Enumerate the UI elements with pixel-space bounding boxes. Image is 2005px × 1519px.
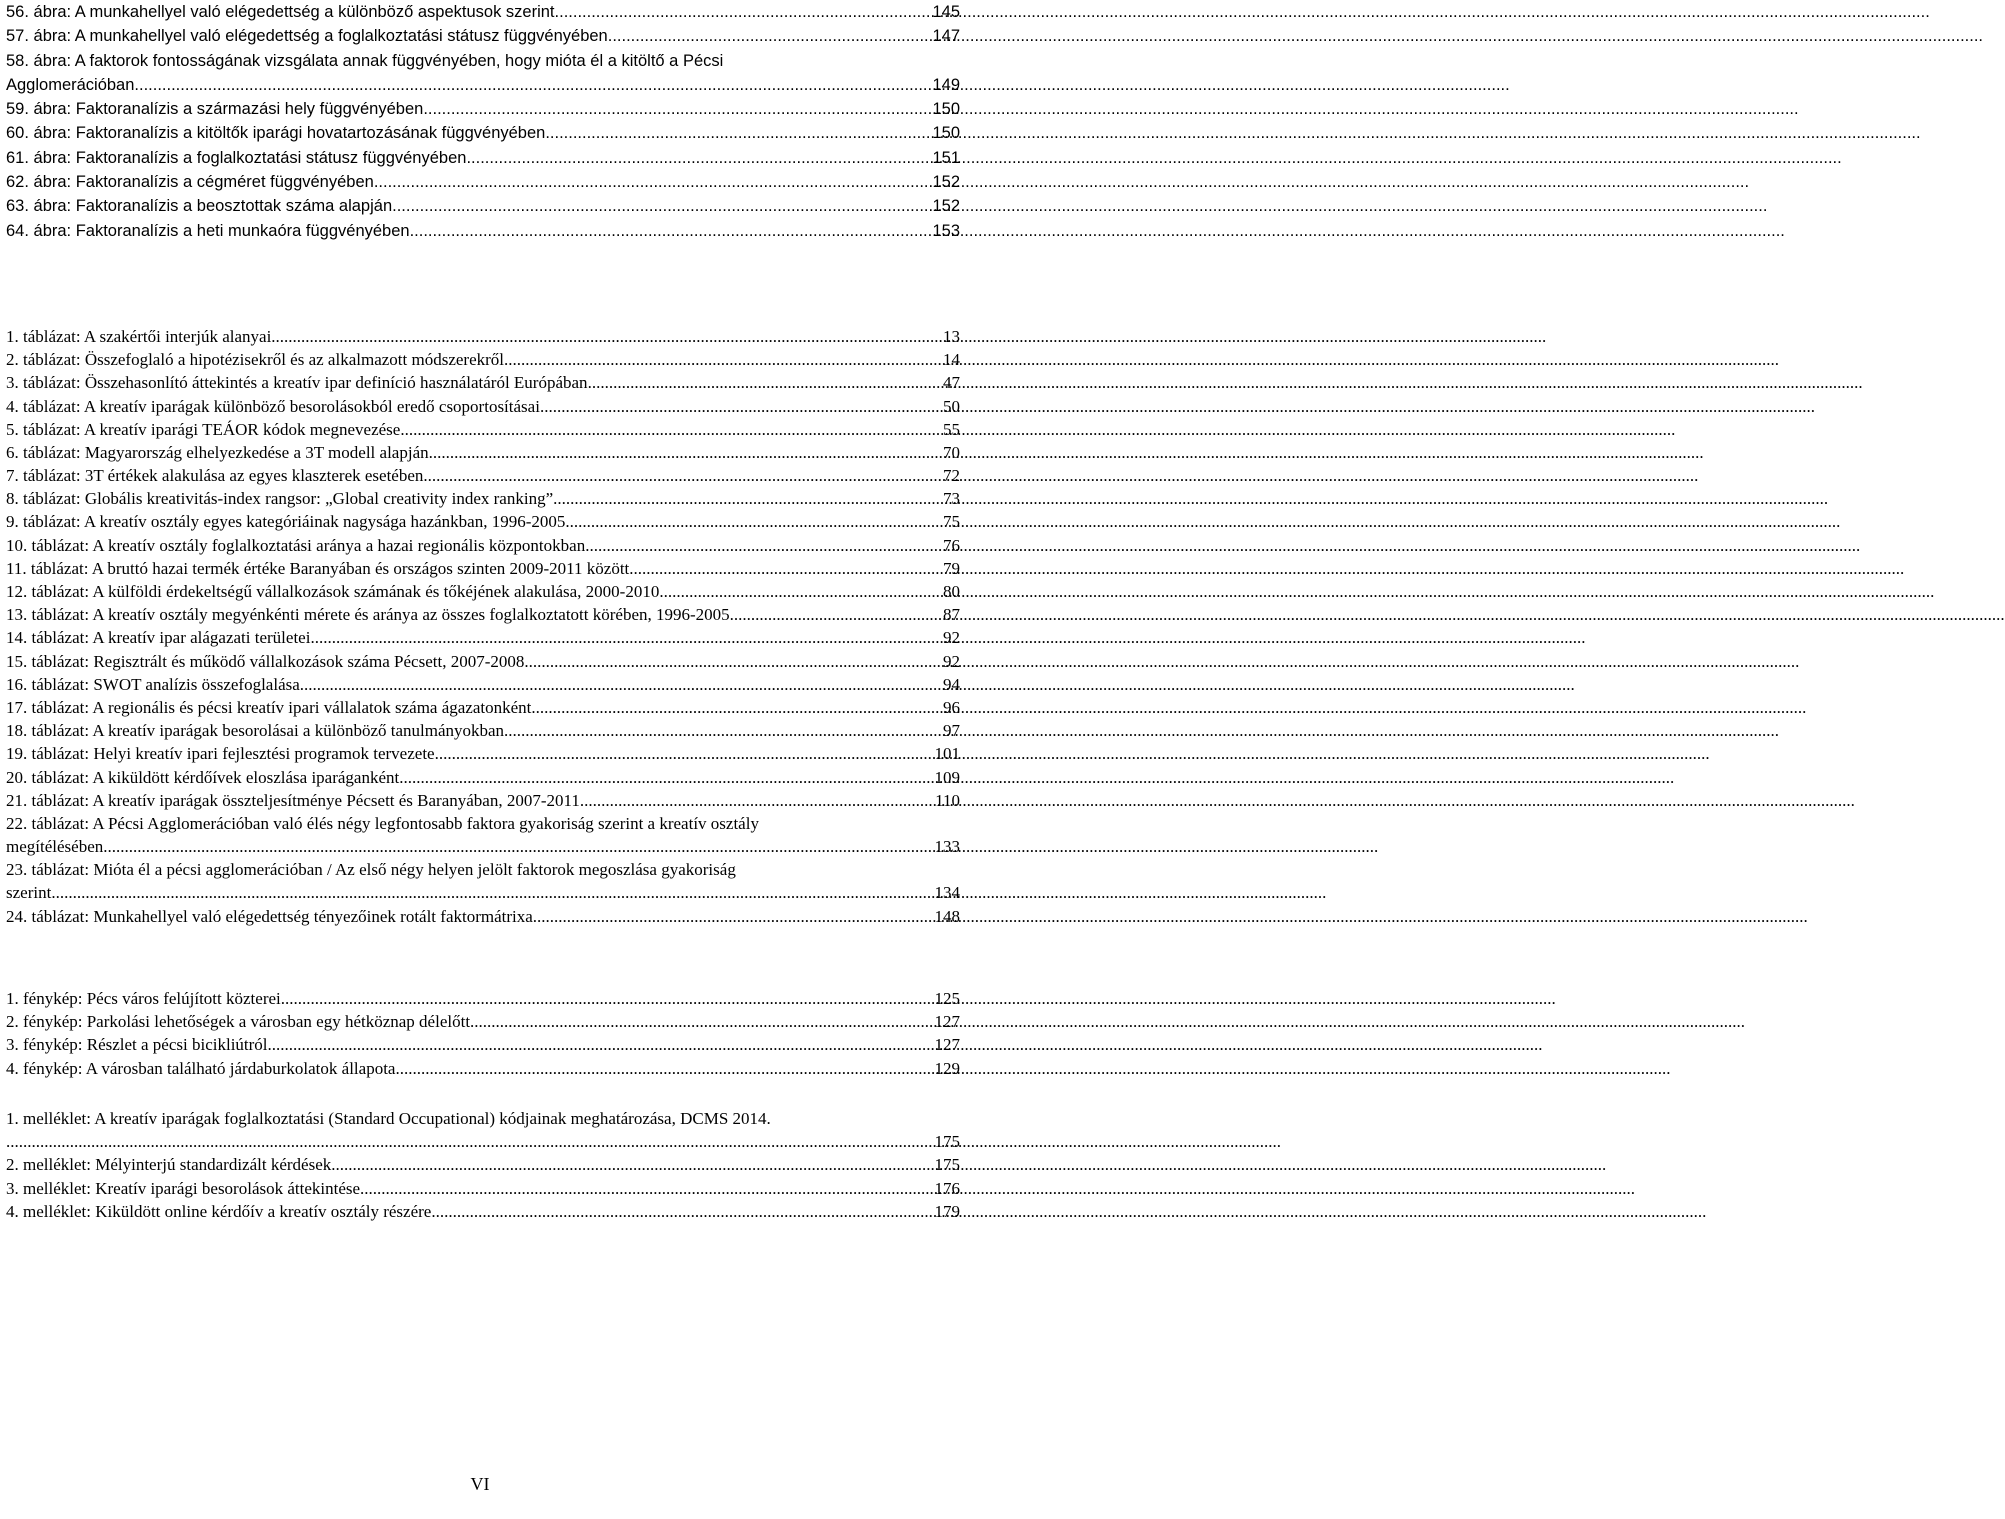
dot-leader xyxy=(466,146,930,170)
toc-entry[interactable]: 59. ábra: Faktoranalízis a származási hely függvényében ..... 150 xyxy=(6,97,960,121)
dot-leader xyxy=(545,121,930,145)
toc-entry[interactable]: 4. fénykép: A városban található járdaburkolatok állapota ..... 129 xyxy=(6,1057,960,1080)
toc-entry[interactable]: 64. ábra: Faktoranalízis a heti munkaóra függvényében ..... 153 xyxy=(6,219,960,243)
dot-leader xyxy=(431,1200,932,1223)
toc-entry[interactable]: 4. melléklet: Kiküldött online kérdőív a kreatív osztály részére ..... 179 xyxy=(6,1200,960,1223)
dot-leader xyxy=(555,0,931,24)
dot-leader xyxy=(470,1010,932,1033)
dot-leader xyxy=(423,97,930,121)
dot-leader xyxy=(395,1057,932,1080)
toc-entry[interactable]: 62. ábra: Faktoranalízis a cégméret függvényében ..... 152 xyxy=(6,170,960,194)
list-of-photos xyxy=(6,987,960,1080)
list-of-figures xyxy=(6,0,960,243)
dot-leader xyxy=(553,487,941,510)
dot-leader xyxy=(504,719,941,742)
toc-entry[interactable]: 12. táblázat: A külföldi érdekeltségű vállalkozások számának és tőkéjének alakulása, 2000-2010 ..... 80 xyxy=(6,580,960,603)
dot-leader xyxy=(281,987,933,1010)
dot-leader xyxy=(400,418,941,441)
dot-leader xyxy=(585,534,941,557)
toc-entry[interactable]: 1. táblázat: A szakértői interjúk alanyai ..... 13 xyxy=(6,325,960,348)
dot-leader xyxy=(608,24,931,48)
dot-leader xyxy=(504,348,941,371)
dot-leader xyxy=(268,1033,933,1056)
dot-leader xyxy=(410,219,931,243)
dot-leader xyxy=(429,441,941,464)
toc-entry[interactable]: 14. táblázat: A kreatív ipar alágazati területei ..... 92 xyxy=(6,626,960,649)
toc-entry[interactable]: 60. ábra: Faktoranalízis a kitöltők iparági hovatartozásának függvényében ..... 150 xyxy=(6,121,960,145)
dot-leader xyxy=(423,464,941,487)
toc-entry[interactable]: 5. táblázat: A kreatív iparági TEÁOR kódok megnevezése ..... 55 xyxy=(6,418,960,441)
dot-leader xyxy=(580,789,933,812)
toc-entry-line1[interactable]: 1. melléklet: A kreatív iparágak foglalkoztatási (Standard Occupational) kódjainak meghatározása, DCMS 2014. xyxy=(6,1109,771,1128)
dot-leader xyxy=(588,371,941,394)
dot-leader xyxy=(399,766,932,789)
toc-entry[interactable]: 9. táblázat: A kreatív osztály egyes kategóriáinak nagysága hazánkban, 1996-2005 ..... 75 xyxy=(6,511,960,534)
toc-entry[interactable]: 16. táblázat: SWOT analízis összefoglalása ..... 94 xyxy=(6,673,960,696)
toc-entry-line1[interactable]: 22. táblázat: A Pécsi Agglomerációban való élés négy legfontosabb faktora gyakoriság szerint a kreatív osztály xyxy=(6,813,759,833)
toc-entry[interactable]: 19. táblázat: Helyi kreatív ipari fejlesztési programok tervezete ..... 101 xyxy=(6,742,960,765)
toc-entry[interactable]: 10. táblázat: A kreatív osztály foglalkoztatási aránya a hazai regionális központokban ..... 76 xyxy=(6,534,960,557)
dot-leader xyxy=(435,742,933,765)
dot-leader xyxy=(392,194,930,218)
toc-entry[interactable]: ..... 175 xyxy=(6,1130,960,1153)
dot-leader xyxy=(531,696,941,719)
dot-leader xyxy=(730,603,941,626)
toc-entry[interactable]: 2. táblázat: Összefoglaló a hipotézisekről és az alkalmazott módszerekről ..... 14 xyxy=(6,348,960,371)
toc-entry[interactable]: 7. táblázat: 3T értékek alakulása az egyes klaszterek esetében ..... 72 xyxy=(6,464,960,487)
toc-entry[interactable]: szerint ..... 134 xyxy=(6,882,960,905)
dot-leader xyxy=(524,650,941,673)
toc-entry[interactable]: 56. ábra: A munkahellyel való elégedettség a különböző aspektusok szerint ..... 145 xyxy=(6,0,960,24)
dot-leader xyxy=(300,673,941,696)
dot-leader xyxy=(134,73,930,97)
dot-leader xyxy=(533,905,933,928)
toc-entry[interactable]: 57. ábra: A munkahellyel való elégedettség a foglalkoztatási státusz függvényében ..... 147 xyxy=(6,24,960,48)
toc-entry[interactable]: 2. melléklet: Mélyinterjú standardizált kérdések ..... 175 xyxy=(6,1153,960,1176)
dot-leader xyxy=(540,395,941,418)
toc-entry[interactable]: Agglomerációban ..... 149 xyxy=(6,73,960,97)
toc-entry[interactable]: 8. táblázat: Globális kreativitás-index rangsor: „Global creativity index ranking” ..... 73 xyxy=(6,487,960,510)
toc-entry[interactable]: 24. táblázat: Munkahellyel való elégedettség tényezőinek rotált faktormátrixa ..... 148 xyxy=(6,905,960,928)
toc-entry[interactable]: 13. táblázat: A kreatív osztály megyénkénti mérete és aránya az összes foglalkoztatott körében, 1996-2005 ..... 87 xyxy=(6,603,960,626)
toc-entry[interactable]: 4. táblázat: A kreatív iparágak különböző besorolásokból eredő csoportosításai ..... 50 xyxy=(6,395,960,418)
toc-entry[interactable]: 63. ábra: Faktoranalízis a beosztottak száma alapján ..... 152 xyxy=(6,194,960,218)
dot-leader xyxy=(103,835,932,858)
toc-entry[interactable]: 15. táblázat: Regisztrált és működő vállalkozások száma Pécsett, 2007-2008 ..... 92 xyxy=(6,650,960,673)
dot-leader xyxy=(629,557,941,580)
toc-entry[interactable]: 21. táblázat: A kreatív iparágak összteljesítménye Pécsett és Baranyában, 2007-2011 ..... 110 xyxy=(6,789,960,812)
toc-entry[interactable]: 18. táblázat: A kreatív iparágak besorolásai a különböző tanulmányokban ..... 97 xyxy=(6,719,960,742)
dot-leader xyxy=(51,881,932,904)
toc-entry[interactable]: 3. táblázat: Összehasonlító áttekintés a kreatív ipar definíció használatáról Európában ..... 47 xyxy=(6,371,960,394)
toc-entry[interactable]: 2. fénykép: Parkolási lehetőségek a városban egy hétköznap délelőtt ..... 127 xyxy=(6,1010,960,1033)
list-of-tables xyxy=(6,325,960,928)
toc-entry[interactable]: 20. táblázat: A kiküldött kérdőívek eloszlása iparáganként ..... 109 xyxy=(6,766,960,789)
dot-leader xyxy=(6,1130,933,1153)
toc-entry-line1[interactable]: 58. ábra: A faktorok fontosságának vizsgálata annak függvényében, hogy mióta él a kitöltő a Pécsi xyxy=(6,51,724,70)
dot-leader xyxy=(659,580,941,603)
toc-entry[interactable]: 17. táblázat: A regionális és pécsi kreatív ipari vállalatok száma ágazatonként ..... 96 xyxy=(6,696,960,719)
toc-entry[interactable]: 1. fénykép: Pécs város felújított közterei ..... 125 xyxy=(6,987,960,1010)
toc-entry[interactable]: 3. melléklet: Kreatív iparági besorolások áttekintése ..... 176 xyxy=(6,1177,960,1200)
toc-entry[interactable]: megítélésében ..... 133 xyxy=(6,835,960,858)
dot-leader xyxy=(310,626,941,649)
dot-leader xyxy=(331,1153,932,1176)
toc-entry[interactable]: 6. táblázat: Magyarország elhelyezkedése a 3T modell alapján ..... 70 xyxy=(6,441,960,464)
document-page xyxy=(0,0,960,1519)
toc-entry[interactable]: 61. ábra: Faktoranalízis a foglalkoztatási státusz függvényében ..... 151 xyxy=(6,146,960,170)
dot-leader xyxy=(360,1177,932,1200)
toc-entry[interactable]: 11. táblázat: A bruttó hazai termék értéke Baranyában és országos szinten 2009-2011 között ..... 79 xyxy=(6,557,960,580)
list-of-appendices xyxy=(6,1107,960,1223)
toc-entry[interactable]: 3. fénykép: Részlet a pécsi bicikliútról ..... 127 xyxy=(6,1033,960,1056)
dot-leader xyxy=(565,510,941,533)
dot-leader xyxy=(374,170,931,194)
page-number: VI xyxy=(470,1474,490,1494)
dot-leader xyxy=(271,325,941,348)
toc-entry-line1[interactable]: 23. táblázat: Mióta él a pécsi agglomerációban / Az első négy helyen jelölt faktorok megoszlása gyakoriság xyxy=(6,860,736,880)
